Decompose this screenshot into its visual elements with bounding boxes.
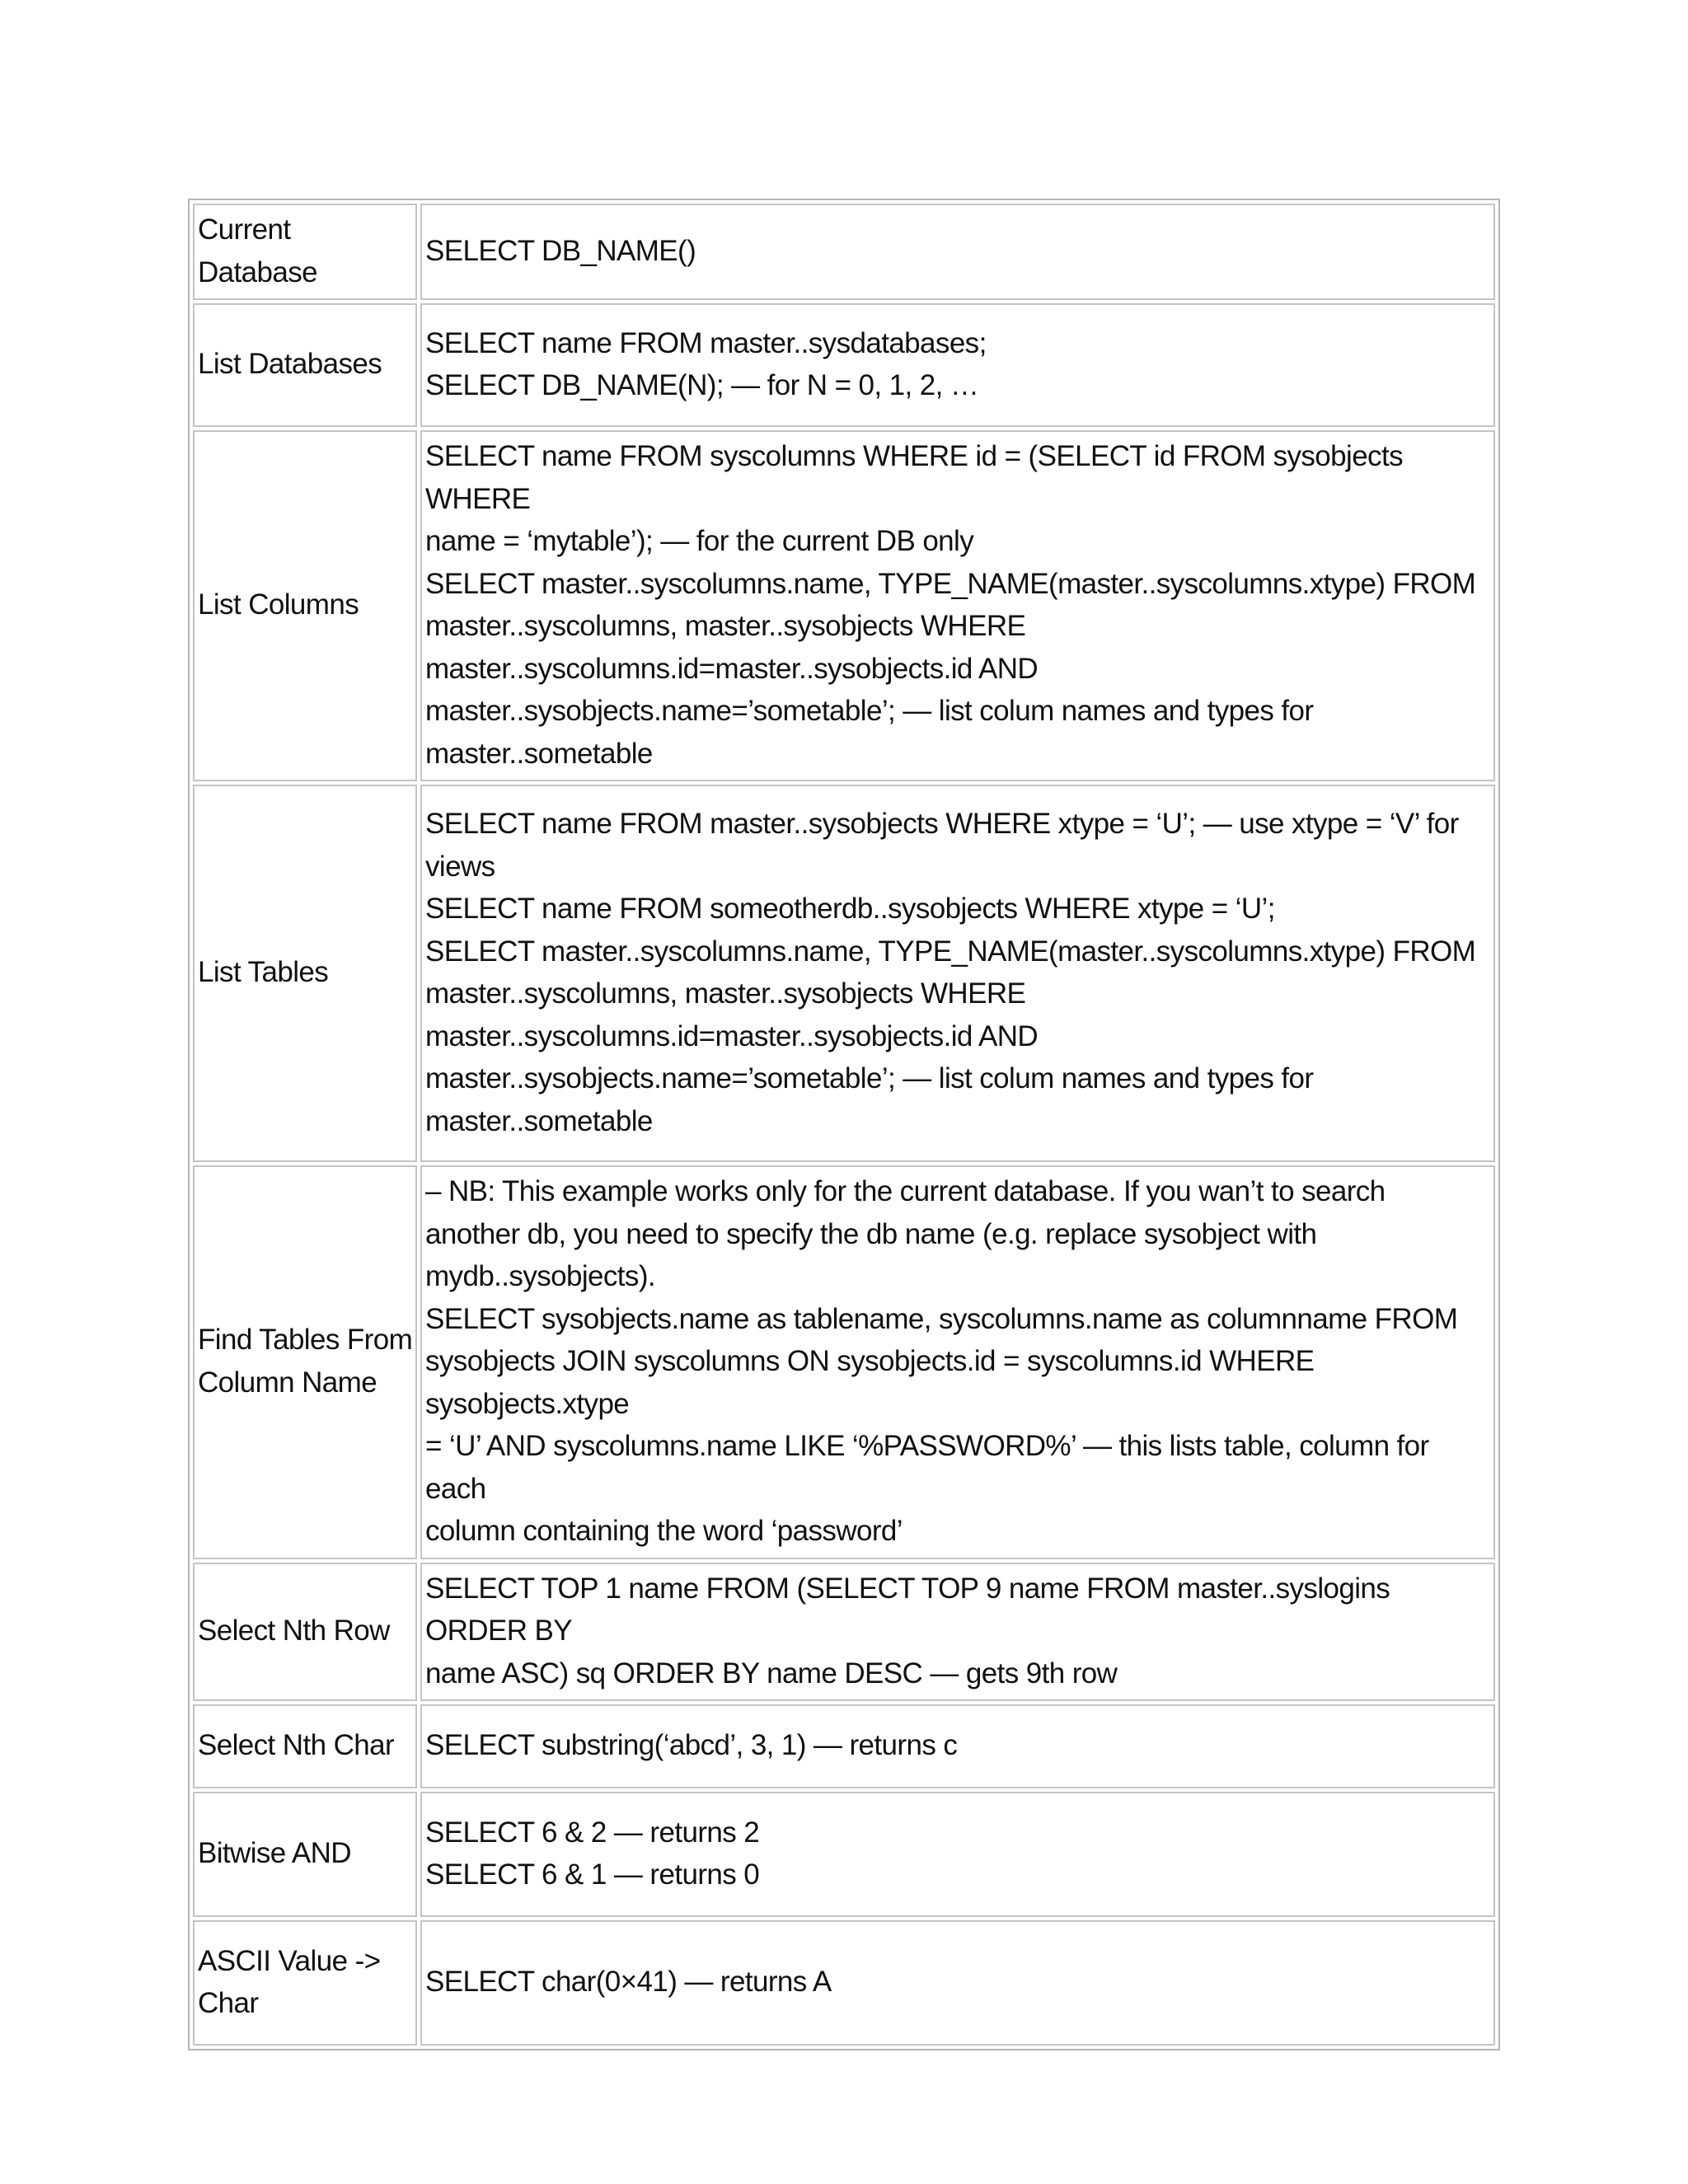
table-row	[193, 1792, 1495, 1917]
query-line: master..sometable	[425, 737, 653, 770]
table-row	[193, 1165, 1495, 1559]
query-line: SELECT master..syscolumns.name, TYPE_NAME(master..syscolumns.xtype) FROM	[425, 567, 1476, 600]
query-line: SELECT DB_NAME(N); — for N = 0, 1, 2, …	[425, 369, 979, 401]
query-line: mydb..sysobjects).	[425, 1260, 656, 1292]
query-line: another db, you need to specify the db name (e.g. replace sysobject with	[425, 1217, 1317, 1250]
query-line: column containing the word ‘password’	[425, 1515, 903, 1547]
row-query	[420, 1165, 1495, 1559]
query-line: master..syscolumns, master..sysobjects WHERE	[425, 610, 1026, 642]
query-line: master..sometable	[425, 1104, 653, 1137]
row-label: Select Nth Row	[193, 1563, 417, 1702]
query-line: master..sysobjects.name=’sometable’; — list colum names and types for	[425, 1062, 1314, 1094]
row-query	[420, 785, 1495, 1162]
query-line: master..syscolumns, master..sysobjects WHERE	[425, 977, 1026, 1010]
query-line: SELECT master..syscolumns.name, TYPE_NAME(master..syscolumns.xtype) FROM	[425, 935, 1476, 968]
table-row	[193, 204, 1495, 300]
query-line: SELECT name FROM master..sysdatabases;	[425, 326, 987, 359]
row-label: List Columns	[193, 430, 417, 781]
query-line: – NB: This example works only for the current database. If you wan’t to search	[425, 1175, 1386, 1207]
table-row	[193, 1704, 1495, 1788]
query-line: SELECT substring(‘abcd’, 3, 1) — returns c	[425, 1729, 958, 1762]
query-line: name = ‘mytable’); — for the current DB only	[425, 525, 974, 557]
query-line: SELECT DB_NAME()	[425, 234, 696, 267]
query-line: sysobjects JOIN syscolumns ON sysobjects.id = syscolumns.id WHERE sysobjects.xtype	[425, 1345, 1315, 1420]
query-line: views	[425, 850, 495, 883]
query-line: SELECT TOP 1 name FROM (SELECT TOP 9 name FROM master..syslogins ORDER BY	[425, 1572, 1390, 1647]
row-label: ASCII Value -> Char	[193, 1920, 417, 2046]
row-query	[420, 303, 1495, 427]
table-row	[193, 1563, 1495, 1702]
query-line: SELECT name FROM master..sysobjects WHERE xtype = ‘U’; — use xtype = ‘V’ for	[425, 808, 1459, 840]
query-line: SELECT name FROM syscolumns WHERE id = (SELECT id FROM sysobjects WHERE	[425, 440, 1403, 515]
query-line: SELECT sysobjects.name as tablename, syscolumns.name as columnname FROM	[425, 1302, 1458, 1335]
query-line: SELECT 6 & 1 — returns 0	[425, 1858, 760, 1891]
query-line: SELECT char(0×41) — returns A	[425, 1966, 832, 1999]
row-label: Current Database	[193, 204, 417, 300]
query-line: master..syscolumns.id=master..sysobjects.id AND	[425, 1019, 1039, 1052]
table-row	[193, 430, 1495, 781]
row-query	[420, 430, 1495, 781]
table-row	[193, 785, 1495, 1162]
query-line: SELECT 6 & 2 — returns 2	[425, 1816, 760, 1849]
query-line: name ASC) sq ORDER BY name DESC — gets 9th row	[425, 1657, 1118, 1690]
table-row	[193, 303, 1495, 427]
row-query	[420, 204, 1495, 300]
sql-cheat-sheet-table	[188, 199, 1500, 2050]
row-label: List Tables	[193, 785, 417, 1162]
row-query	[420, 1792, 1495, 1917]
row-query	[420, 1704, 1495, 1788]
row-query	[420, 1563, 1495, 1702]
row-query	[420, 1920, 1495, 2046]
query-line: = ‘U’ AND syscolumns.name LIKE ‘%PASSWORD%’ — this lists table, column for each	[425, 1430, 1429, 1505]
row-label: List Databases	[193, 303, 417, 427]
row-label: Select Nth Char	[193, 1704, 417, 1788]
row-label: Find Tables From Column Name	[193, 1165, 417, 1559]
query-line: SELECT name FROM someotherdb..sysobjects WHERE xtype = ‘U’;	[425, 893, 1275, 925]
row-label: Bitwise AND	[193, 1792, 417, 1917]
query-line: master..sysobjects.name=’sometable’; — list colum names and types for	[425, 695, 1314, 727]
query-line: master..syscolumns.id=master..sysobjects.id AND	[425, 652, 1039, 685]
table-row	[193, 1920, 1495, 2046]
